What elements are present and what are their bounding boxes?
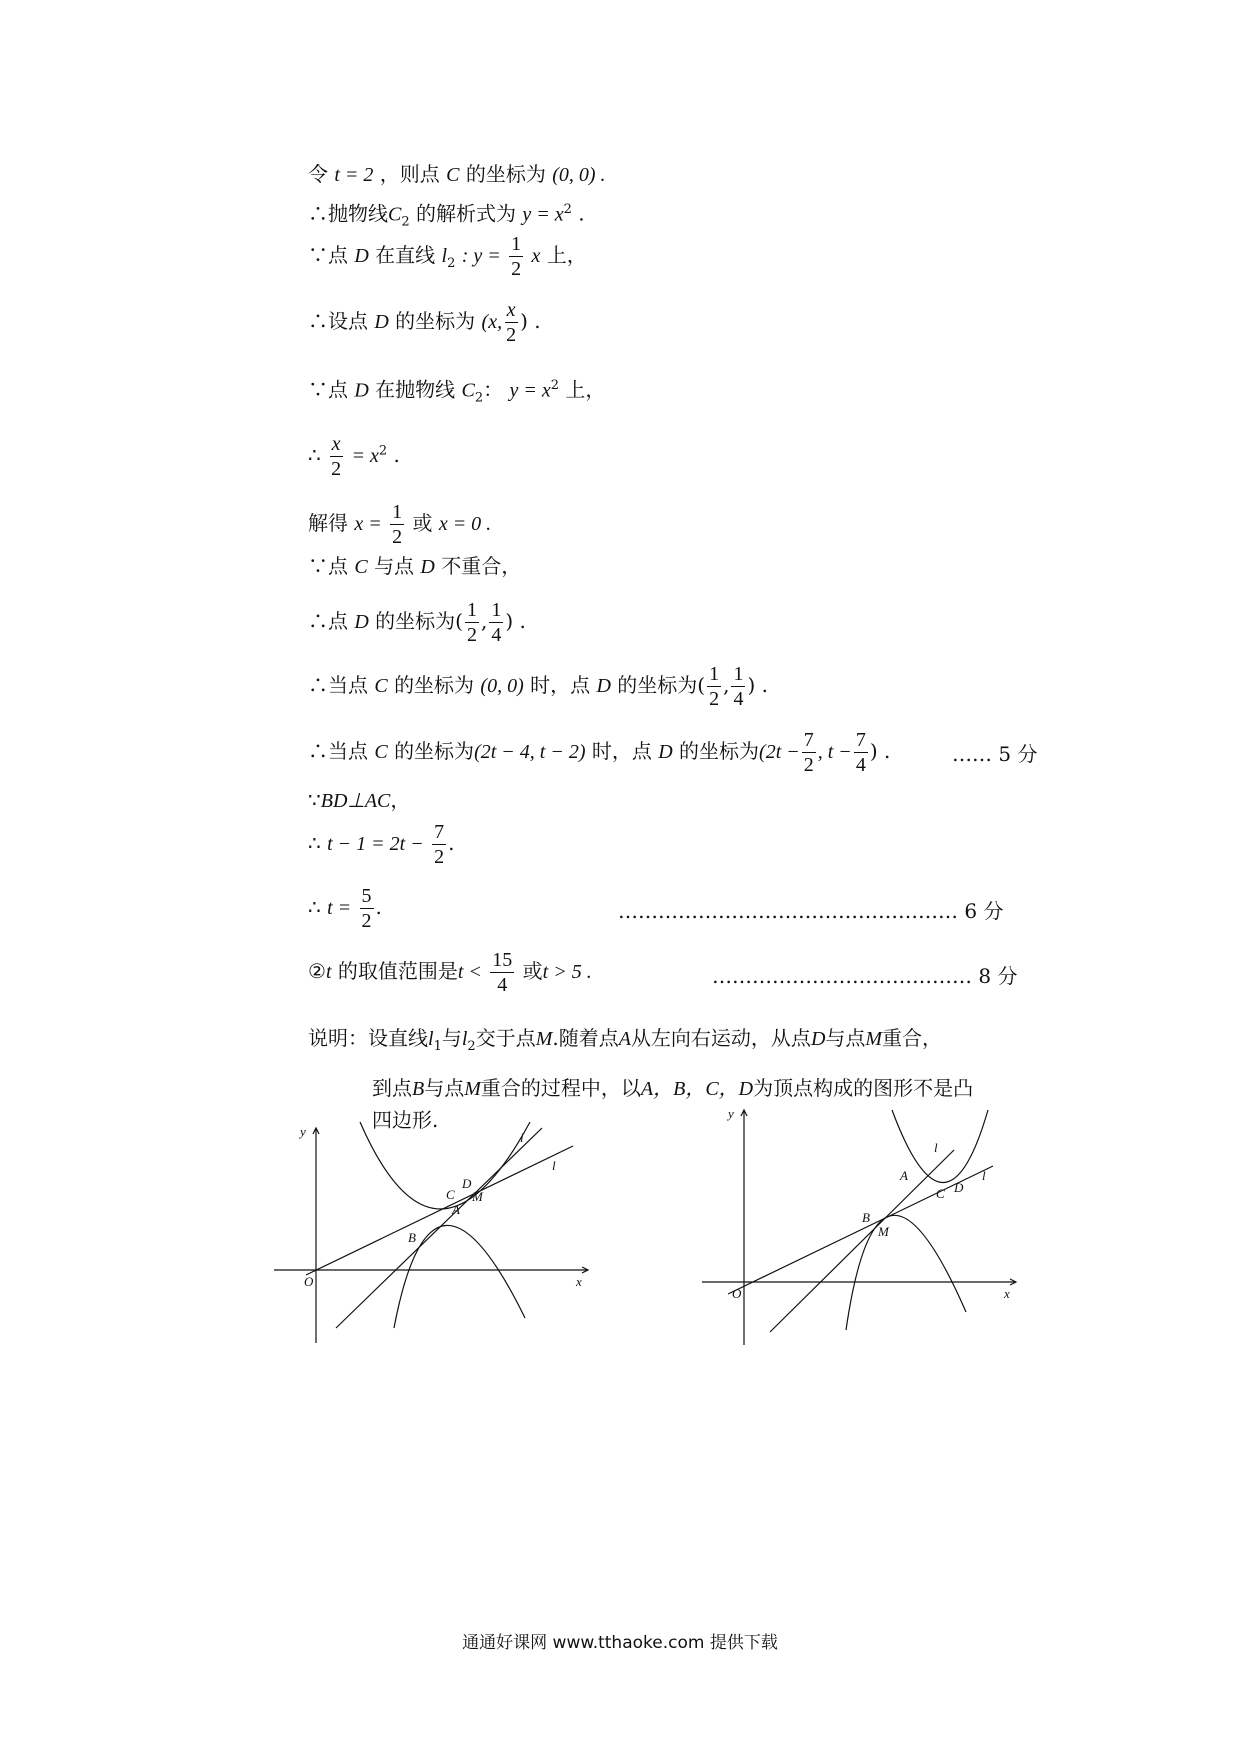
text: 的解析式为 xyxy=(415,201,516,226)
text: ∵ xyxy=(308,788,321,812)
math: y = x xyxy=(522,203,564,226)
point-b: B xyxy=(862,1210,870,1225)
footer-text: 通通好课网 www.tthaoke.com 提供下载 xyxy=(462,1633,778,1653)
text: 的坐标为 xyxy=(394,739,475,763)
subscript: 2 xyxy=(401,214,410,230)
numerator: 1 xyxy=(709,663,720,685)
point-m: M xyxy=(472,1189,483,1204)
math: C xyxy=(461,379,475,402)
text: ∴抛物线 xyxy=(308,201,388,226)
text: 的坐标为 xyxy=(465,162,546,186)
math: t − 1 = 2t − xyxy=(327,833,424,855)
parabola-upper xyxy=(360,1122,530,1209)
math: t = xyxy=(327,897,352,919)
point-a: A xyxy=(900,1168,908,1183)
numerator: 1 xyxy=(491,599,502,621)
text: 与点 xyxy=(424,1076,465,1100)
math: ( xyxy=(455,609,463,633)
text: 解得 xyxy=(308,511,348,535)
point-a: A xyxy=(452,1202,460,1217)
text: 与点 xyxy=(825,1026,866,1050)
text-line-9 xyxy=(308,598,526,647)
text: ∴ xyxy=(308,443,321,467)
math: C xyxy=(374,675,388,697)
text: 重合的过程中，以 xyxy=(480,1076,641,1100)
text-line-2 xyxy=(308,196,585,237)
fraction xyxy=(390,500,404,549)
math: M xyxy=(535,1028,553,1050)
text: 不重合， xyxy=(441,554,522,578)
denominator: 2 xyxy=(361,910,372,932)
text: ∵点 xyxy=(308,243,348,267)
text: ② xyxy=(308,959,326,983)
text: 时，点 xyxy=(591,739,652,763)
numerator: 1 xyxy=(733,663,744,685)
math: t < xyxy=(457,961,482,983)
math: D xyxy=(354,379,369,402)
math: (2t − xyxy=(759,741,800,763)
math: D xyxy=(810,1028,826,1050)
math: (0, 0) . xyxy=(552,164,606,186)
fraction xyxy=(490,948,514,997)
fraction xyxy=(707,662,721,711)
text-line-8 xyxy=(308,552,521,581)
math: (x, xyxy=(481,311,503,333)
denominator: 2 xyxy=(511,258,522,280)
text: 上， xyxy=(565,377,606,402)
math: ) . xyxy=(505,609,526,633)
text-line-11 xyxy=(308,728,890,777)
math: M xyxy=(464,1078,481,1100)
text: 为顶点构成的图形不是凸 xyxy=(753,1076,974,1100)
denominator: 2 xyxy=(331,458,342,480)
text: 说明：设直线 xyxy=(308,1026,428,1050)
fraction xyxy=(854,728,868,777)
math: y = x xyxy=(509,379,551,402)
math: ) . xyxy=(747,673,768,697)
numerator: 15 xyxy=(492,949,513,971)
text: 的取值范围是 xyxy=(337,959,458,983)
fraction xyxy=(802,728,816,777)
numerator: 1 xyxy=(511,233,522,255)
math: M xyxy=(865,1028,883,1050)
text-line-7 xyxy=(308,500,491,549)
math: ) . xyxy=(869,739,891,763)
text: ∴ xyxy=(308,831,321,855)
text: 或 xyxy=(412,511,433,535)
math: D xyxy=(658,741,673,763)
text-line-17 xyxy=(372,1074,973,1103)
score-6: …………………………………………… 6 分 xyxy=(618,899,1004,923)
fraction xyxy=(509,232,523,281)
math: x xyxy=(531,245,541,267)
denominator: 2 xyxy=(709,688,720,710)
l1-label: l xyxy=(934,1140,938,1155)
math: B xyxy=(412,1078,425,1100)
superscript: 2 xyxy=(563,202,572,217)
text: 重合， xyxy=(882,1026,943,1050)
text: 或 xyxy=(522,959,543,983)
math: (2t − 4, t − 2) xyxy=(474,741,586,763)
math: C xyxy=(354,556,368,578)
math: l xyxy=(461,1028,468,1050)
point-c: C xyxy=(936,1186,945,1201)
math: , xyxy=(723,673,730,697)
y-label: y xyxy=(300,1124,306,1139)
o-label: O xyxy=(304,1274,314,1289)
denominator: 2 xyxy=(392,526,403,548)
denominator: 2 xyxy=(466,624,477,646)
math: C xyxy=(388,203,402,226)
y-label: y xyxy=(728,1106,734,1121)
text-line-16 xyxy=(308,1024,942,1061)
line-l2 xyxy=(306,1146,573,1275)
math: D xyxy=(374,311,389,333)
text: ∴当点 xyxy=(308,739,368,763)
text: .随着点 xyxy=(552,1026,619,1050)
text: ∴当点 xyxy=(308,673,368,697)
figure-right xyxy=(698,1100,1028,1350)
text: 在抛物线 xyxy=(375,377,456,402)
figure-left xyxy=(270,1118,600,1348)
text: . xyxy=(393,443,400,467)
denominator: 4 xyxy=(497,974,508,996)
text: ，则点 xyxy=(379,162,440,186)
math: t xyxy=(325,961,332,983)
superscript: 2 xyxy=(550,378,560,393)
text: 上， xyxy=(546,243,587,267)
o-label: O xyxy=(732,1286,742,1301)
point-d: D xyxy=(954,1180,964,1195)
text: 交于点 xyxy=(475,1026,536,1050)
math: D xyxy=(354,245,369,267)
point-c: C xyxy=(446,1187,455,1202)
numerator: x xyxy=(331,433,341,455)
score-5: …… 5 分 xyxy=(952,742,1038,766)
text: . xyxy=(448,831,455,855)
l1-label: l xyxy=(520,1130,524,1145)
text: 与点 xyxy=(374,554,415,578)
fraction xyxy=(731,662,745,711)
text-line-3 xyxy=(308,232,587,281)
numerator: 5 xyxy=(361,885,372,907)
text: 的坐标为 xyxy=(395,309,476,333)
math: , t − xyxy=(817,741,852,763)
math: D xyxy=(596,675,611,697)
fraction xyxy=(504,298,518,347)
score-8: ………………………………… 8 分 xyxy=(712,964,1018,988)
text: ∵点 xyxy=(308,554,348,578)
math: BD⊥AC xyxy=(320,790,391,812)
denominator: 4 xyxy=(491,624,502,646)
text: . xyxy=(375,895,382,919)
numerator: 1 xyxy=(466,599,477,621)
math: A xyxy=(618,1028,631,1050)
math: (0, 0) xyxy=(480,675,524,697)
math: C xyxy=(446,164,460,186)
denominator: 2 xyxy=(803,754,814,776)
text: 从左向右运动，从点 xyxy=(630,1026,811,1050)
parabola-lower xyxy=(846,1215,966,1330)
text-line-13 xyxy=(308,820,454,869)
point-b: B xyxy=(408,1230,416,1245)
text: ， xyxy=(390,788,411,812)
denominator: 2 xyxy=(434,846,445,868)
superscript: 2 xyxy=(378,443,388,459)
numerator: 7 xyxy=(434,821,445,843)
text: ∴点 xyxy=(308,609,348,633)
numerator: x xyxy=(506,299,516,321)
text-line-12 xyxy=(308,786,410,815)
fraction xyxy=(489,598,503,647)
denominator: 4 xyxy=(855,754,866,776)
text: 令 xyxy=(308,162,328,186)
math: A，B，C，D xyxy=(640,1078,754,1100)
numerator: 7 xyxy=(803,729,814,751)
l2-label: l xyxy=(982,1168,986,1183)
text: 时，点 xyxy=(530,673,591,697)
text: 到点 xyxy=(372,1076,412,1100)
x-label: x xyxy=(576,1274,582,1289)
text: ∴ xyxy=(308,895,321,919)
subscript: 2 xyxy=(474,390,484,406)
text: 的坐标为 xyxy=(679,739,760,763)
text-line-14 xyxy=(308,884,382,933)
subscript: 2 xyxy=(447,256,456,271)
math: : y = xyxy=(461,245,501,267)
fraction xyxy=(465,598,479,647)
text: 与 xyxy=(441,1026,462,1050)
point-m: M xyxy=(878,1224,889,1239)
text: ： xyxy=(483,377,504,402)
math: t = 2 xyxy=(334,164,374,186)
text: 在直线 xyxy=(375,243,436,267)
math: D xyxy=(420,556,435,578)
math: C xyxy=(374,741,388,763)
text-line-6 xyxy=(308,432,400,481)
math: l xyxy=(428,1028,434,1050)
fraction xyxy=(329,432,343,481)
text: . xyxy=(578,201,585,226)
line-l1 xyxy=(336,1128,542,1328)
math: ( xyxy=(697,673,706,697)
line-l1 xyxy=(770,1150,954,1332)
text: ∵点 xyxy=(308,377,348,402)
text-line-5 xyxy=(308,372,605,413)
numerator: 7 xyxy=(855,729,866,751)
subscript: 2 xyxy=(467,1039,476,1054)
math: , xyxy=(480,609,488,633)
math: x = 0 . xyxy=(438,513,492,535)
denominator: 4 xyxy=(733,688,744,710)
math: x = xyxy=(354,513,382,535)
math: t > 5 . xyxy=(542,961,592,983)
text-line-1 xyxy=(308,160,606,189)
text: 的坐标为 xyxy=(375,609,456,633)
subscript: 1 xyxy=(433,1039,442,1054)
math: l xyxy=(441,245,448,267)
text-line-10 xyxy=(308,662,768,711)
text-line-15 xyxy=(308,948,592,997)
text: ∴设点 xyxy=(308,309,368,333)
numerator: 1 xyxy=(392,501,403,523)
text-line-4 xyxy=(308,298,541,347)
denominator: 2 xyxy=(506,324,517,346)
point-d: D xyxy=(462,1176,472,1191)
fraction xyxy=(360,884,374,933)
text: 的坐标为 xyxy=(617,673,698,697)
math: D xyxy=(354,611,369,633)
l2-label: l xyxy=(552,1158,556,1173)
x-label: x xyxy=(1004,1286,1010,1301)
text: 四边形. xyxy=(372,1108,439,1132)
text: 的坐标为 xyxy=(394,673,475,697)
math: = x xyxy=(351,445,379,467)
math: ) . xyxy=(520,309,541,333)
fraction xyxy=(432,820,446,869)
